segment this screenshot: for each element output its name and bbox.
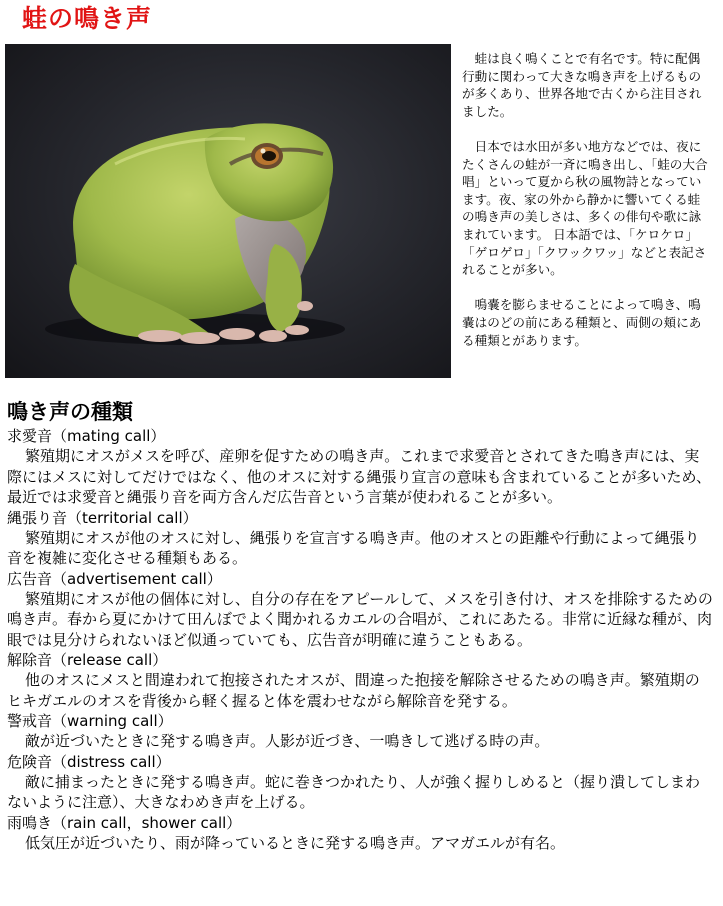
call-description: 繁殖期にオスが他の個体に対し、自分の存在をアピールして、メスを引き付け、オスを排除するための鳴き声。春から夏にかけて田んぼでよく聞かれるカエルの合唱が、これにあたる。非常に近縁な種が、肉眼では見分けられないほど似通っていても、広告音が明確に違うこともある。 xyxy=(7,589,713,649)
page-title: 蛙の鳴き声 xyxy=(22,4,153,33)
call-description: 繁殖期にオスが他のオスに対し、縄張りを宣言する鳴き声。他のオスとの距離や行動によって縄張り音を複雑に変化させる種類もある。 xyxy=(7,528,700,567)
call-name: 雨鳴き（rain call，shower call） xyxy=(7,813,242,832)
call-item xyxy=(7,813,713,854)
tree-frog-illustration xyxy=(5,44,451,378)
call-name: 広告音（advertisement call） xyxy=(7,569,222,588)
call-name: 警戒音（warning call） xyxy=(7,712,173,730)
frog-photo xyxy=(5,44,451,378)
intro-text xyxy=(462,50,710,367)
call-description: 低気圧が近づいたり、雨が降っているときに発する鳴き声。アマガエルが有名。 xyxy=(25,833,566,852)
call-item xyxy=(7,711,713,752)
call-item xyxy=(7,650,713,711)
call-description: 敵が近づいたときに発する鳴き声。人影が近づき、一鳴きして逃げる時の声。 xyxy=(25,732,550,750)
call-name: 求愛音（mating call） xyxy=(7,427,166,445)
call-item xyxy=(7,752,713,813)
intro-paragraph: 蛙は良く鳴くことで有名です。特に配偶行動に関わって大きな鳴き声を上げるものが多くあり、世界各地で古くから注目されました。 xyxy=(462,51,702,119)
intro-paragraph: 鳴嚢を膨らませることによって鳴き、鳴嚢はのどの前にある種類と、両側の頬にある種類とがあります。 xyxy=(462,297,702,348)
call-name: 解除音（release call） xyxy=(7,651,168,669)
call-item xyxy=(7,426,713,508)
call-description: 繁殖期にオスがメスを呼び、産卵を促すための鳴き声。これまで求愛音とされてきた鳴き声には、実際にはメスに対してだけではなく、他のオスに対する縄張り宣言の意味も含まれていることが多いため、最近では求愛音と縄張り音を両方含んだ広告音という言葉が使われることが多い。 xyxy=(7,447,711,506)
call-name: 危険音（distress call） xyxy=(7,752,171,771)
call-description: 敵に捕まったときに発する鳴き声。蛇に巻きつかれたり、人が強く握りしめると（握り潰してしまわないように注意）、大きなわめき声を上げる。 xyxy=(7,772,701,811)
call-types-list xyxy=(7,426,713,853)
call-description: 他のオスにメスと間違われて抱接されたオスが、間違った抱接を解除させるための鳴き声。繁殖期のヒキガエルのオスを背後から軽く握ると体を震わせながら解除音を発する。 xyxy=(7,671,700,710)
call-item xyxy=(7,569,713,651)
call-item xyxy=(7,508,713,569)
intro-paragraph: 日本では水田が多い地方などでは、夜にたくさんの蛙が一斉に鳴き出し、「蛙の大合唱」といって夏から秋の風物詩となっています。夜、家の外から静かに響いてくる蛙の鳴き声の美しさは、多くの俳句や歌に詠まれています。 日本語では、「ケロケロ」「ゲロゲロ」「クワックワッ」などと表記されることが多い。 xyxy=(462,138,708,278)
call-name: 縄張り音（territorial call） xyxy=(7,508,198,527)
section-heading: 鳴き声の種類 xyxy=(7,400,133,424)
